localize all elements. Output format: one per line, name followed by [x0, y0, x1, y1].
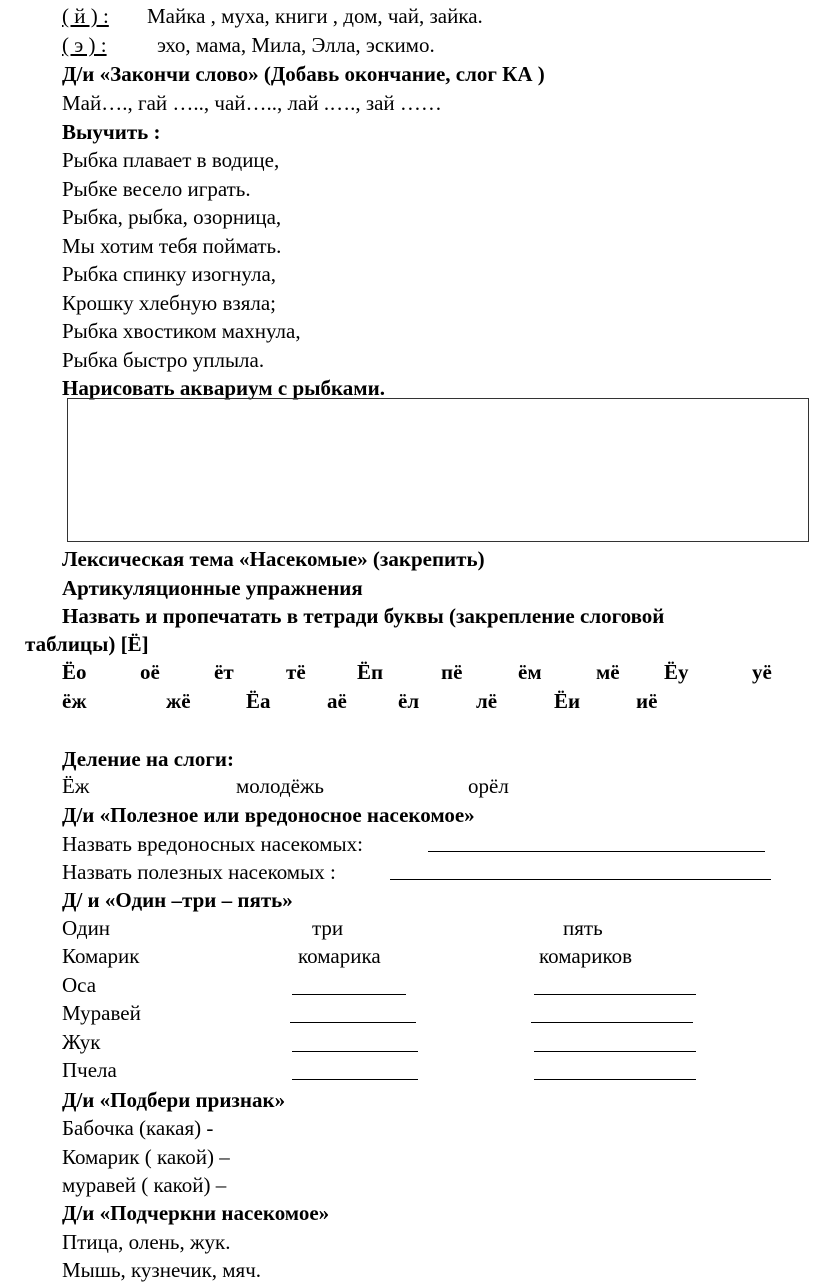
drawing-box[interactable] — [67, 398, 809, 542]
finish-word-title: Д/и «Закончи слово» (Добавь окончание, слог КА ) — [62, 62, 545, 86]
letters-task-line2: таблицы) [Ё] — [25, 632, 149, 656]
syllable: оё — [140, 660, 160, 684]
syllable: ём — [518, 660, 542, 684]
syllable: Ёп — [357, 660, 384, 684]
harmful-question: Назвать вредоносных насекомых: — [62, 832, 363, 856]
counting-blank-three[interactable] — [292, 994, 406, 995]
counting-word: Пчела — [62, 1058, 117, 1082]
counting-word: Оса — [62, 973, 97, 997]
division-word: молодёжь — [236, 774, 324, 798]
counting-blank-three[interactable] — [292, 1079, 418, 1080]
useful-title: Д/и «Полезное или вредоносное насекомое» — [62, 803, 475, 827]
counting-blank-five[interactable] — [531, 1022, 693, 1023]
syllable: мё — [596, 660, 620, 684]
syllable: ёл — [398, 689, 420, 713]
syllable: лё — [476, 689, 498, 713]
syllable: иё — [636, 689, 658, 713]
counting-header-one: Один — [62, 916, 111, 940]
division-word: Ёж — [62, 774, 90, 798]
sound-e-words: эхо, мама, Мила, Элла, эскимо. — [157, 33, 435, 57]
counting-word: Муравей — [62, 1001, 141, 1025]
attribute-line: Комарик ( какой) – — [62, 1145, 230, 1169]
counting-blank-five[interactable] — [534, 994, 696, 995]
poem-line: Мы хотим тебя поймать. — [62, 234, 282, 258]
poem-line: Рыбка, рыбка, озорница, — [62, 205, 282, 229]
division-title: Деление на слоги: — [62, 747, 234, 771]
useful-question: Назвать полезных насекомых : — [62, 860, 336, 884]
syllable: Ёи — [554, 689, 581, 713]
syllable: Ёу — [664, 660, 689, 684]
counting-header-three: три — [312, 916, 344, 940]
syllable: уё — [752, 660, 772, 684]
underline-line: Мышь, кузнечик, мяч. — [62, 1258, 262, 1282]
poem-line: Рыбке весело играть. — [62, 177, 251, 201]
attribute-line: муравей ( какой) – — [62, 1173, 227, 1197]
poem-line: Крошку хлебную взяла; — [62, 291, 276, 315]
syllable: тё — [286, 660, 306, 684]
letters-task-line1: Назвать и пропечатать в тетради буквы (закрепление слоговой — [62, 604, 665, 628]
poem-line: Рыбка хвостиком махнула, — [62, 319, 301, 343]
underline-title: Д/и «Подчеркни насекомое» — [62, 1201, 330, 1225]
syllable: пё — [441, 660, 463, 684]
counting-blank-three[interactable] — [290, 1022, 416, 1023]
poem-line: Рыбка плавает в водице, — [62, 148, 280, 172]
counting-example-three: комарика — [298, 944, 381, 968]
attribute-title: Д/и «Подбери признак» — [62, 1088, 286, 1112]
finish-word-items: Май…., гай ….., чай….., лай .…., зай …… — [62, 91, 442, 115]
syllable: Ёа — [246, 689, 271, 713]
articulation-title: Артикуляционные упражнения — [62, 576, 363, 600]
poem-title: Выучить : — [62, 120, 161, 144]
counting-word: Жук — [62, 1030, 101, 1054]
counting-example-five: комариков — [539, 944, 632, 968]
counting-blank-five[interactable] — [534, 1079, 696, 1080]
useful-answer-line[interactable] — [390, 879, 771, 880]
drawing-title: Нарисовать аквариум с рыбками. — [62, 376, 385, 400]
counting-title: Д/ и «Один –три – пять» — [62, 888, 293, 912]
counting-blank-three[interactable] — [292, 1051, 418, 1052]
underline-line: Птица, олень, жук. — [62, 1230, 231, 1254]
syllable: жё — [166, 689, 191, 713]
poem-line: Рыбка быстро уплыла. — [62, 348, 265, 372]
lexical-topic: Лексическая тема «Насекомые» (закрепить) — [62, 547, 485, 571]
attribute-line: Бабочка (какая) - — [62, 1116, 214, 1140]
harmful-answer-line[interactable] — [428, 851, 765, 852]
syllable: ёт — [214, 660, 234, 684]
counting-blank-five[interactable] — [534, 1051, 696, 1052]
sound-y-words: Майка , муха, книги , дом, чай, зайка. — [147, 4, 483, 28]
poem-line: Рыбка спинку изогнула, — [62, 262, 277, 286]
sound-e-label: ( э ) : — [62, 33, 107, 57]
counting-example-one: Комарик — [62, 944, 140, 968]
syllable: ёж — [62, 689, 87, 713]
syllable: Ёо — [62, 660, 87, 684]
syllable: аё — [327, 689, 347, 713]
counting-header-five: пять — [563, 916, 603, 940]
sound-y-label: ( й ) : — [62, 4, 109, 28]
division-word: орёл — [468, 774, 509, 798]
